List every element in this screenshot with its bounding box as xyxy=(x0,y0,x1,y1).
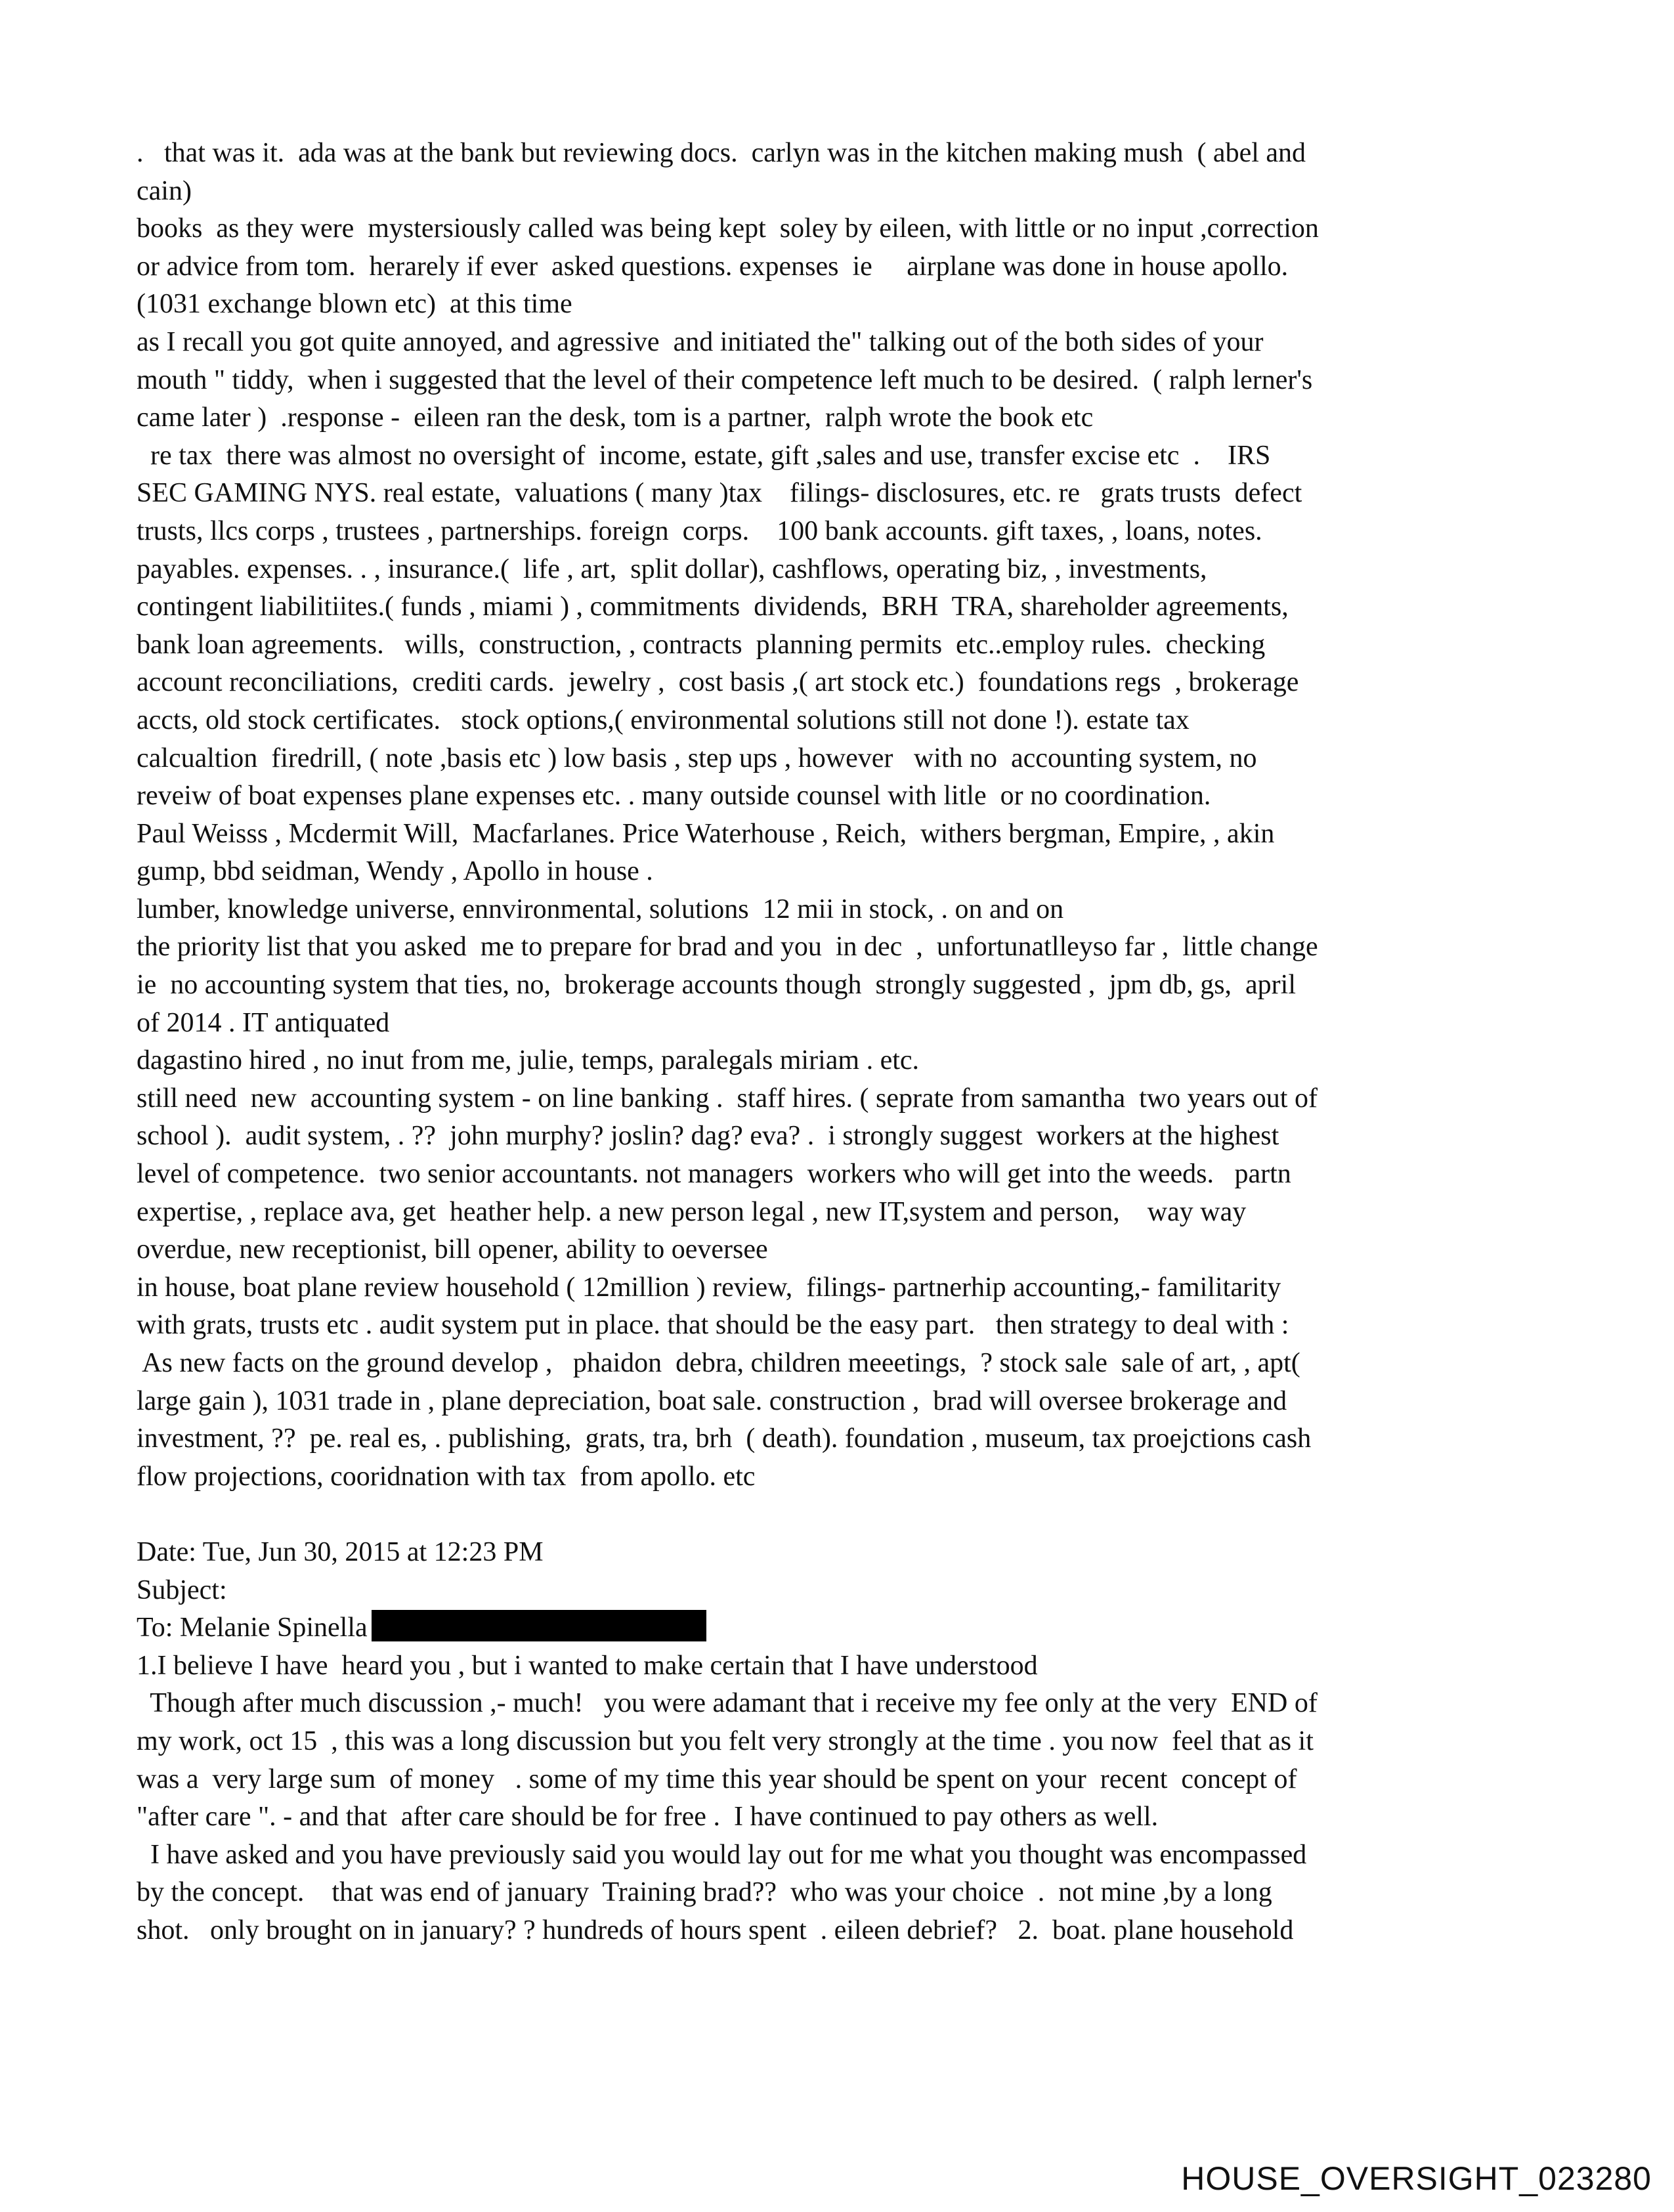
email-to-line xyxy=(137,1609,1541,1647)
body-paragraphs xyxy=(137,135,1541,1496)
email-body-line: by the concept. that was end of january Training brad?? who was your choice . not mine ,by a long xyxy=(137,1877,1272,1908)
body-line: expertise, , replace ava, get heather help. a new person legal , new IT,system and person, way way xyxy=(137,1196,1247,1227)
body-line: or advice from tom. herarely if ever asked questions. expenses ie airplane was done in house apollo. xyxy=(137,251,1289,282)
body-line: investment, ?? pe. real es, . publishing, grats, tra, brh ( death). foundation , museum, tax proejctions cash xyxy=(137,1423,1312,1454)
body-line: (1031 exchange blown etc) at this time xyxy=(137,289,572,320)
body-line: payables. expenses. . , insurance.( life , art, split dollar), cashflows, operating biz, , investments, xyxy=(137,553,1207,584)
bates-number: HOUSE_OVERSIGHT_023280 xyxy=(1181,2160,1652,2197)
body-line: mouth " tiddy, when i suggested that the level of their competence left much to be desired. ( ralph lerner's xyxy=(137,364,1313,395)
email-body xyxy=(137,1647,1541,1950)
email-body-line: Though after much discussion ,- much! you were adamant that i receive my fee only at the very END of xyxy=(137,1688,1318,1719)
body-line: As new facts on the ground develop , phaidon debra, children meeetings, ? stock sale sale of art, , apt( xyxy=(137,1348,1300,1378)
body-line: ie no accounting system that ties, no, brokerage accounts though strongly suggested , jpm db, gs, april xyxy=(137,970,1297,1001)
body-line: large gain ), 1031 trade in , plane depreciation, boat sale. construction , brad will oversee brokerage and xyxy=(137,1385,1287,1416)
body-line: of 2014 . IT antiquated xyxy=(137,1007,390,1038)
body-line: contingent liabilitiites.( funds , miami ) , commitments dividends, BRH TRA, shareholder agreements, xyxy=(137,592,1289,622)
body-line: with grats, trusts etc . audit system put in place. that should be the easy part. then strategy to deal with : xyxy=(137,1310,1289,1341)
email-body-line: was a very large sum of money . some of my time this year should be spent on your recent concept of xyxy=(137,1764,1297,1794)
document-text xyxy=(137,135,1541,1950)
email-body-line: shot. only brought on in january? ? hundreds of hours spent . eileen debrief? 2. boat. plane household xyxy=(137,1915,1294,1945)
email-body-line: "after care ". - and that after care should be for free . I have continued to pay others as well. xyxy=(137,1802,1159,1832)
body-line: account reconciliations, crediti cards. jewelry , cost basis ,( art stock etc.) foundations regs , brokerage xyxy=(137,667,1299,698)
redaction-bar xyxy=(372,1610,706,1641)
body-line: as I recall you got quite annoyed, and agressive and initiated the" talking out of the both sides of your xyxy=(137,326,1264,357)
email-body-line: I have asked and you have previously said you would lay out for me what you thought was encompassed xyxy=(137,1839,1307,1870)
email-body-line: my work, oct 15 , this was a long discussion but you felt very strongly at the time . you now feel that as it xyxy=(137,1725,1314,1756)
body-line: overdue, new receptionist, bill opener, ability to oeversee xyxy=(137,1234,768,1265)
section-gap xyxy=(137,1496,1541,1534)
email-date: Date: Tue, Jun 30, 2015 at 12:23 PM xyxy=(137,1536,544,1567)
body-line: calcualtion firedrill, ( note ,basis etc ) low basis , step ups , however with no accounting system, no xyxy=(137,743,1257,773)
body-line: in house, boat plane review household ( 12million ) review, filings- partnerhip accounting,- familitarity xyxy=(137,1272,1281,1303)
body-line: flow projections, cooridnation with tax from apollo. etc xyxy=(137,1461,756,1492)
email-body-line: 1.I believe I have heard you , but i wanted to make certain that I have understood xyxy=(137,1650,1038,1681)
body-line: level of competence. two senior accountants. not managers workers who will get into the weeds. partn xyxy=(137,1159,1291,1190)
body-line: gump, bbd seidman, Wendy , Apollo in house . xyxy=(137,856,653,887)
body-line: still need new accounting system - on line banking . staff hires. ( seprate from samantha two years out of xyxy=(137,1083,1318,1114)
email-header xyxy=(137,1534,1541,1647)
body-line: came later ) .response - eileen ran the desk, tom is a partner, ralph wrote the book etc xyxy=(137,402,1094,433)
body-line: lumber, knowledge universe, ennvironmental, solutions 12 mii in stock, . on and on xyxy=(137,894,1064,924)
body-line: reveiw of boat expenses plane expenses etc. . many outside counsel with litle or no coordination. xyxy=(137,781,1211,812)
body-line: books as they were mystersiously called was being kept soley by eileen, with little or no input ,correction xyxy=(137,213,1319,244)
email-to: To: Melanie Spinella xyxy=(137,1613,368,1643)
body-line: trusts, llcs corps , trustees , partnerships. foreign corps. 100 bank accounts. gift taxes, , loans, notes. xyxy=(137,515,1262,546)
body-line: dagastino hired , no inut from me, julie, temps, paralegals miriam . etc. xyxy=(137,1045,920,1076)
body-line: re tax there was almost no oversight of income, estate, gift ,sales and use, transfer excise etc . IRS xyxy=(137,440,1271,471)
body-line: . that was it. ada was at the bank but reviewing docs. carlyn was in the kitchen making mush ( abel and xyxy=(137,138,1306,168)
body-line: accts, old stock certificates. stock options,( environmental solutions still not done !). estate tax xyxy=(137,705,1190,735)
email-subject: Subject: xyxy=(137,1574,227,1605)
body-line: cain) xyxy=(137,175,192,206)
body-line: SEC GAMING NYS. real estate, valuations ( many )tax filings- disclosures, etc. re grats trusts defect xyxy=(137,478,1302,509)
body-line: school ). audit system, . ?? john murphy? joslin? dag? eva? . i strongly suggest workers at the highest xyxy=(137,1121,1279,1152)
body-line: the priority list that you asked me to prepare for brad and you in dec , unfortunatlleyso far , little change xyxy=(137,932,1318,963)
body-line: Paul Weisss , Mcdermit Will, Macfarlanes. Price Waterhouse , Reich, withers bergman, Empire, , akin xyxy=(137,818,1275,849)
body-line: bank loan agreements. wills, construction, , contracts planning permits etc..employ rules. checking xyxy=(137,629,1266,660)
